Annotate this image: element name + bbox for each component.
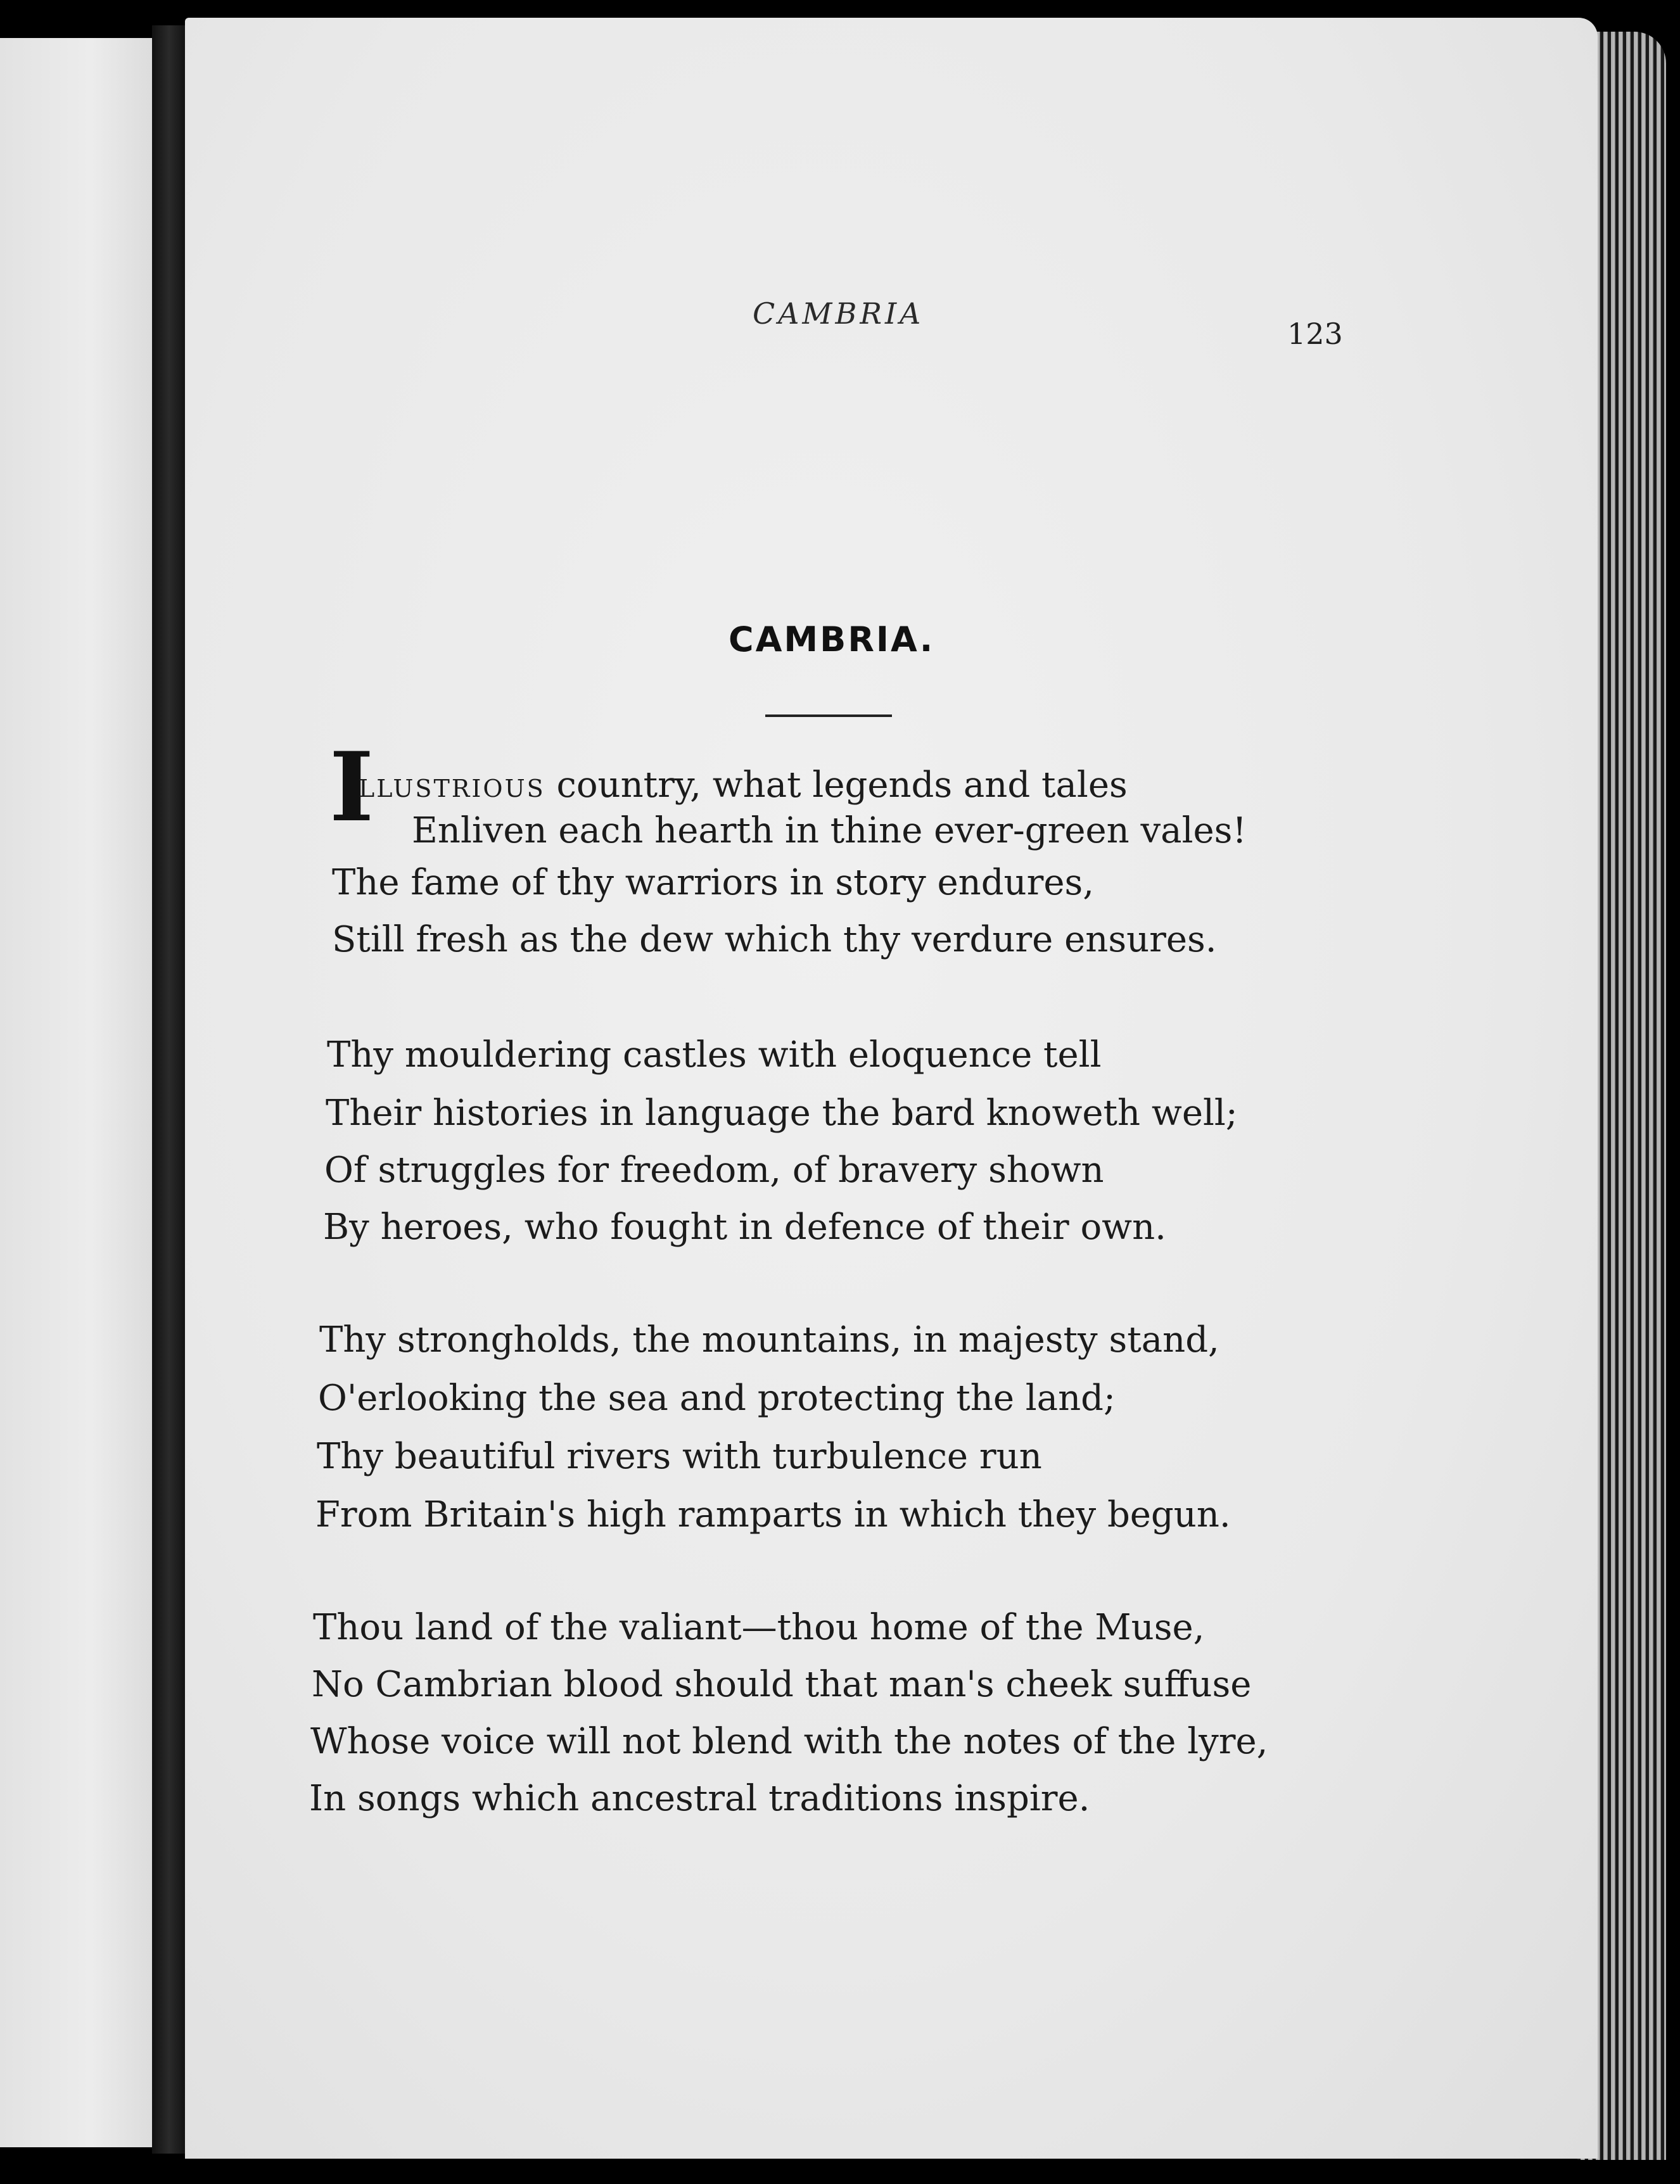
poem-line: No Cambrian blood should that man's cheek suffuse (312, 1664, 1252, 1705)
poem-line: O'erlooking the sea and protecting the land; (318, 1378, 1116, 1419)
poem-line: By heroes, who fought in defence of their own. (323, 1207, 1166, 1248)
poem-line: In songs which ancestral traditions inspire. (309, 1778, 1090, 1819)
drop-cap: I (329, 732, 374, 843)
poem-line: Thy beautiful rivers with turbulence run (317, 1436, 1042, 1477)
poem-line: The fame of thy warriors in story endures, (332, 862, 1095, 903)
poem-title: CAMBRIA. (729, 619, 935, 659)
poem-line (359, 765, 1128, 809)
poem-line: Enliven each hearth in thine ever-green vales! (412, 810, 1247, 851)
first-line-rest: country, what legends and tales (556, 765, 1128, 806)
poem-line: From Britain's high ramparts in which they begun. (315, 1494, 1231, 1535)
poem-line: Thou land of the valiant—thou home of the Muse, (313, 1607, 1205, 1648)
book-page (185, 18, 1598, 2159)
poem-line: Their histories in language the bard knoweth well; (326, 1093, 1238, 1134)
poem-line: Whose voice will not blend with the notes of the lyre, (310, 1721, 1268, 1762)
poem-line: Thy mouldering castles with eloquence tell (327, 1034, 1102, 1076)
book-gutter (152, 25, 190, 2154)
first-word-smallcaps: LLUSTRIOUS (359, 775, 545, 803)
poem-line: Thy strongholds, the mountains, in majesty stand, (319, 1319, 1219, 1361)
title-rule (765, 714, 892, 717)
poem-line: Of struggles for freedom, of bravery shown (324, 1150, 1104, 1191)
page-number: 123 (1287, 317, 1343, 351)
running-head: CAMBRIA (753, 296, 924, 331)
poem-line: Still fresh as the dew which thy verdure ensures. (332, 919, 1217, 960)
facing-page-edge (0, 38, 152, 2147)
